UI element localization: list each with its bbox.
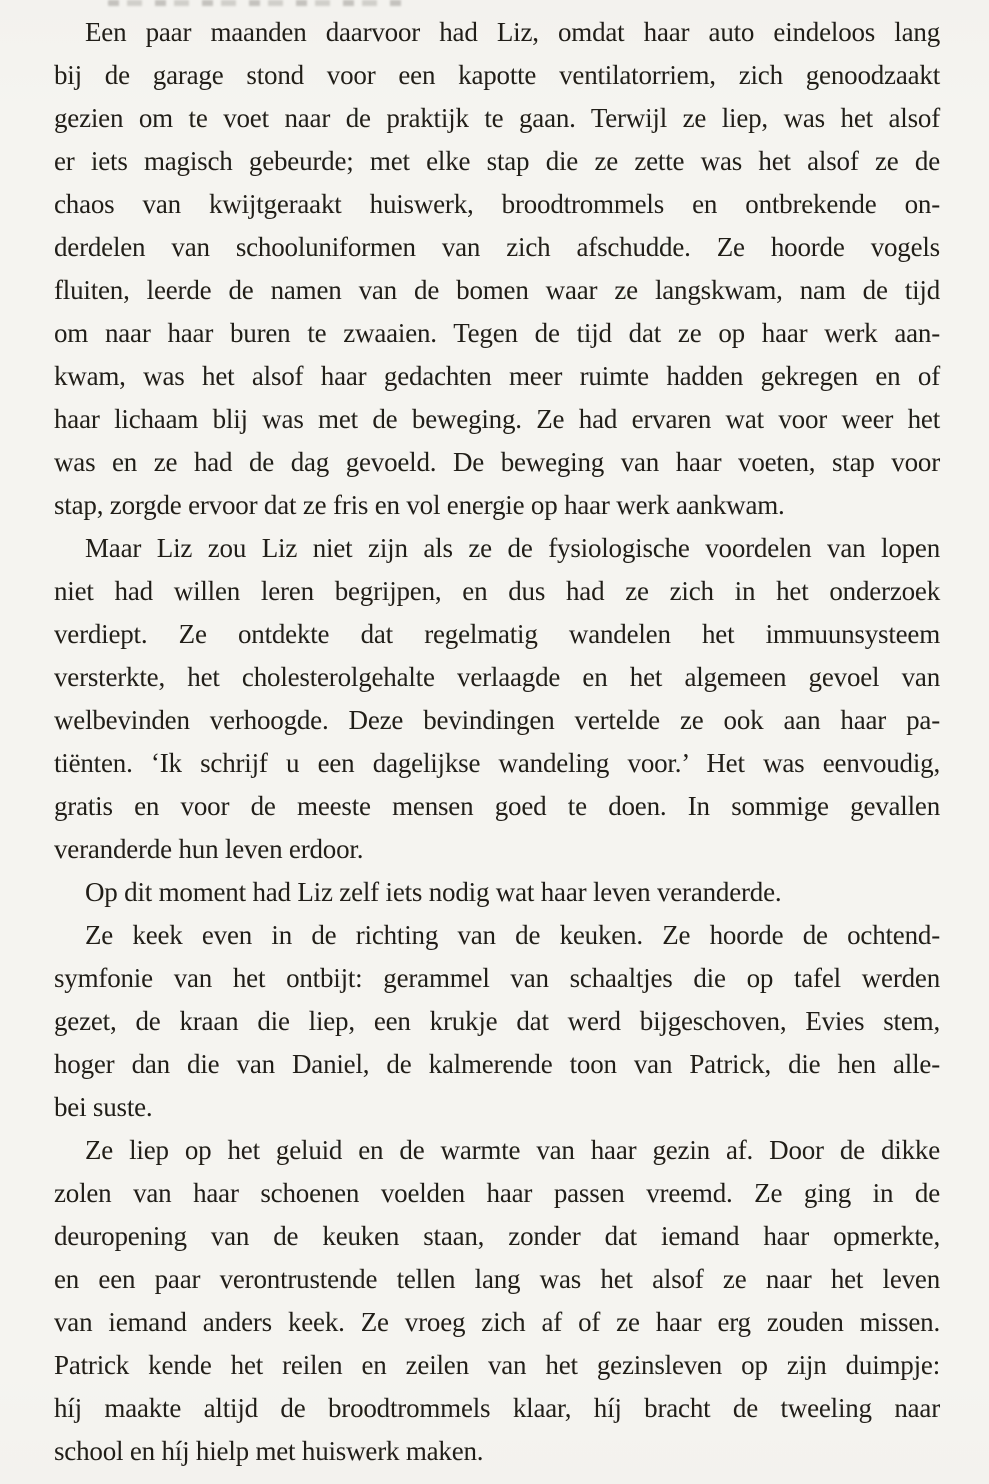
text-line: híj maakte altijd de broodtrommels klaar, híj bracht de tweeling naar <box>54 1393 940 1423</box>
body-text-block <box>54 11 940 1473</box>
text-line: gratis en voor de meeste mensen goed te doen. In sommige gevallen <box>54 791 940 821</box>
text-line: fluiten, leerde de namen van de bomen waar ze langskwam, nam de tijd <box>54 275 940 305</box>
text-line: om naar haar buren te zwaaien. Tegen de tijd dat ze op haar werk aan- <box>54 318 940 348</box>
text-line: Patrick kende het reilen en zeilen van het gezinsleven op zijn duimpje: <box>54 1350 940 1380</box>
text-line: bei suste. <box>54 1092 153 1122</box>
text-line: gezet, de kraan die liep, een krukje dat werd bijgeschoven, Evies stem, <box>54 1006 940 1036</box>
text-line: stap, zorgde ervoor dat ze fris en vol energie op haar werk aankwam. <box>54 490 785 520</box>
text-line: kwam, was het alsof haar gedachten meer ruimte hadden gekregen en of <box>54 361 940 391</box>
text-line: Ze liep op het geluid en de warmte van haar gezin af. Door de dikke <box>85 1135 940 1165</box>
text-line: van iemand anders keek. Ze vroeg zich af of ze haar erg zouden missen. <box>54 1307 940 1337</box>
cutoff-previous-line-fragment <box>108 0 404 6</box>
text-line: er iets magisch gebeurde; met elke stap die ze zette was het alsof ze de <box>54 146 940 176</box>
text-line: Op dit moment had Liz zelf iets nodig wat haar leven veranderde. <box>85 877 782 907</box>
text-line: symfonie van het ontbijt: gerammel van schaaltjes die op tafel werden <box>54 963 940 993</box>
text-line: was en ze had de dag gevoeld. De beweging van haar voeten, stap voor <box>54 447 940 477</box>
text-line: tiënten. ‘Ik schrijf u een dagelijkse wandeling voor.’ Het was eenvoudig, <box>54 748 940 778</box>
text-line: school en híj hielp met huiswerk maken. <box>54 1436 484 1466</box>
text-line: welbevinden verhoogde. Deze bevindingen vertelde ze ook aan haar pa- <box>54 705 940 735</box>
text-line: gezien om te voet naar de praktijk te gaan. Terwijl ze liep, was het alsof <box>54 103 940 133</box>
text-line: Een paar maanden daarvoor had Liz, omdat haar auto eindeloos lang <box>85 17 940 47</box>
text-line: niet had willen leren begrijpen, en dus had ze zich in het onderzoek <box>54 576 940 606</box>
text-line: chaos van kwijtgeraakt huiswerk, broodtrommels en ontbrekende on- <box>54 189 940 219</box>
text-line: verdiept. Ze ontdekte dat regelmatig wandelen het immuunsysteem <box>54 619 940 649</box>
text-line: haar lichaam blij was met de beweging. Ze had ervaren wat voor weer het <box>54 404 940 434</box>
text-line: deuropening van de keuken staan, zonder dat iemand haar opmerkte, <box>54 1221 940 1251</box>
text-line: versterkte, het cholesterolgehalte verlaagde en het algemeen gevoel van <box>54 662 940 692</box>
text-line: en een paar verontrustende tellen lang was het alsof ze naar het leven <box>54 1264 940 1294</box>
text-line: derdelen van schooluniformen van zich afschudde. Ze hoorde vogels <box>54 232 940 262</box>
text-line: hoger dan die van Daniel, de kalmerende toon van Patrick, die hen alle- <box>54 1049 940 1079</box>
text-line: bij de garage stond voor een kapotte ventilatorriem, zich genoodzaakt <box>54 60 940 90</box>
text-line: Maar Liz zou Liz niet zijn als ze de fysiologische voordelen van lopen <box>85 533 940 563</box>
text-line: Ze keek even in de richting van de keuken. Ze hoorde de ochtend- <box>85 920 940 950</box>
text-line: zolen van haar schoenen voelden haar passen vreemd. Ze ging in de <box>54 1178 940 1208</box>
text-line: veranderde hun leven erdoor. <box>54 834 364 864</box>
